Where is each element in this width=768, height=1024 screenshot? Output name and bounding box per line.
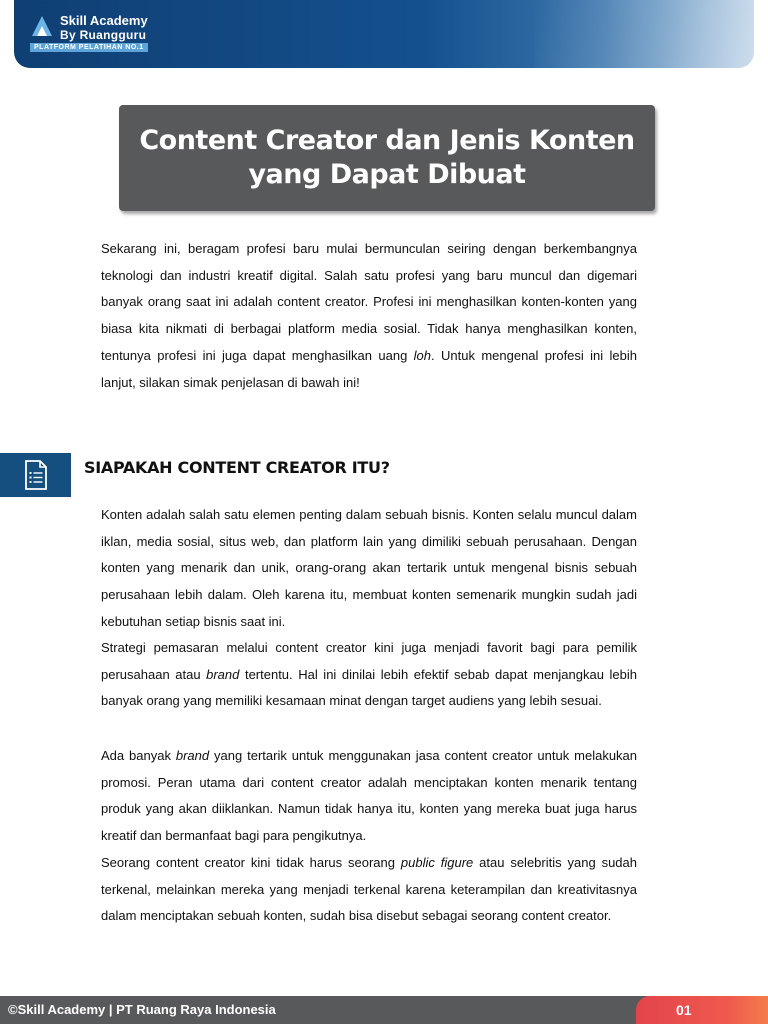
brand-tagline: PLATFORM PELATIHAN NO.1 bbox=[30, 43, 148, 52]
title-card bbox=[119, 105, 655, 211]
section-paragraph-4 bbox=[101, 850, 637, 930]
paragraph-text: yang tertarik untuk menggunakan jasa content creator untuk melakukan promosi. Peran utama dari content creator adalah menciptakan konten menarik tentang produk yang akan diiklankan. Namun tidak hanya itu, konten yang mereka buat juga harus kreatif dan bermanfaat bagi para pengikutnya. bbox=[101, 748, 638, 844]
paragraph-emphasis: brand bbox=[175, 748, 210, 763]
paragraph-text: atau selebritis yang sudah terkenal, melainkan mereka yang menjadi terkenal karena keterampilan dan kreativitasnya dalam menciptakan sebuah konten, sudah bisa disebut sebagai seorang content creator. bbox=[101, 855, 637, 924]
skill-academy-logo-icon bbox=[30, 14, 54, 38]
section-paragraph-2 bbox=[101, 635, 637, 715]
paragraph-text: Strategi pemasaran melalui content creator kini juga menjadi favorit bagi para pemilik perusahaan atau bbox=[101, 640, 637, 682]
banner-decoration bbox=[534, 0, 754, 68]
section-paragraph-3 bbox=[101, 743, 637, 850]
paragraph-emphasis: brand bbox=[206, 666, 240, 682]
brand-name: Skill Academy bbox=[60, 13, 148, 28]
page-number-badge bbox=[636, 996, 768, 1024]
section-heading: SIAPAKAH CONTENT CREATOR ITU? bbox=[84, 458, 390, 477]
intro-text-end: . Untuk mengenal profesi ini lebih lanjut, silakan simak penjelasan di bawah ini! bbox=[101, 347, 637, 390]
document-list-icon bbox=[24, 460, 48, 490]
paragraph-text: Seorang content creator kini tidak harus seorang bbox=[101, 855, 401, 870]
paragraph-text: Ada banyak bbox=[101, 748, 176, 763]
brand-subname: By Ruangguru bbox=[60, 28, 147, 42]
footer-copyright: ©Skill Academy | PT Ruang Raya Indonesia bbox=[8, 1002, 276, 1017]
page-title: Content Creator dan Jenis Konten yang Dapat Dibuat bbox=[139, 125, 635, 190]
paragraph-emphasis: public figure bbox=[400, 855, 474, 870]
intro-text: Sekarang ini, beragam profesi baru mulai bermunculan seiring dengan berkembangnya teknologi dan industri kreatif digital. Salah satu profesi yang baru muncul dan digemari banyak orang saat ini adalah content creator. Profesi ini menghasilkan konten-konten yang biasa kita nikmati di berbagai platform media sosial. Tidak hanya menghasilkan konten, tentunya profesi ini juga dapat menghasilkan uang bbox=[101, 241, 637, 363]
brand-logo bbox=[30, 14, 148, 42]
intro-paragraph bbox=[101, 236, 637, 396]
section-icon-box bbox=[0, 453, 71, 497]
section-paragraph-1: Konten adalah salah satu elemen penting dalam sebuah bisnis. Konten selalu muncul dalam iklan, media sosial, situs web, dan platform lain yang dimiliki sebuah perusahaan. Dengan konten yang menarik dan unik, orang-orang akan tertarik untuk mengenal bisnis sebuah perusahaan lebih dalam. Oleh karena itu, membuat konten semenarik mungkin sudah jadi kebutuhan setiap bisnis saat ini. bbox=[101, 507, 637, 629]
paragraph-text: tertentu. Hal ini dinilai lebih efektif sebab dapat menjangkau lebih banyak orang yang memiliki kesamaan minat dengan target audiens yang lebih sesuai. bbox=[101, 666, 637, 709]
header-banner bbox=[14, 0, 754, 68]
footer bbox=[0, 996, 768, 1024]
page-number: 01 bbox=[676, 1002, 692, 1018]
intro-emphasis: loh bbox=[413, 347, 432, 363]
